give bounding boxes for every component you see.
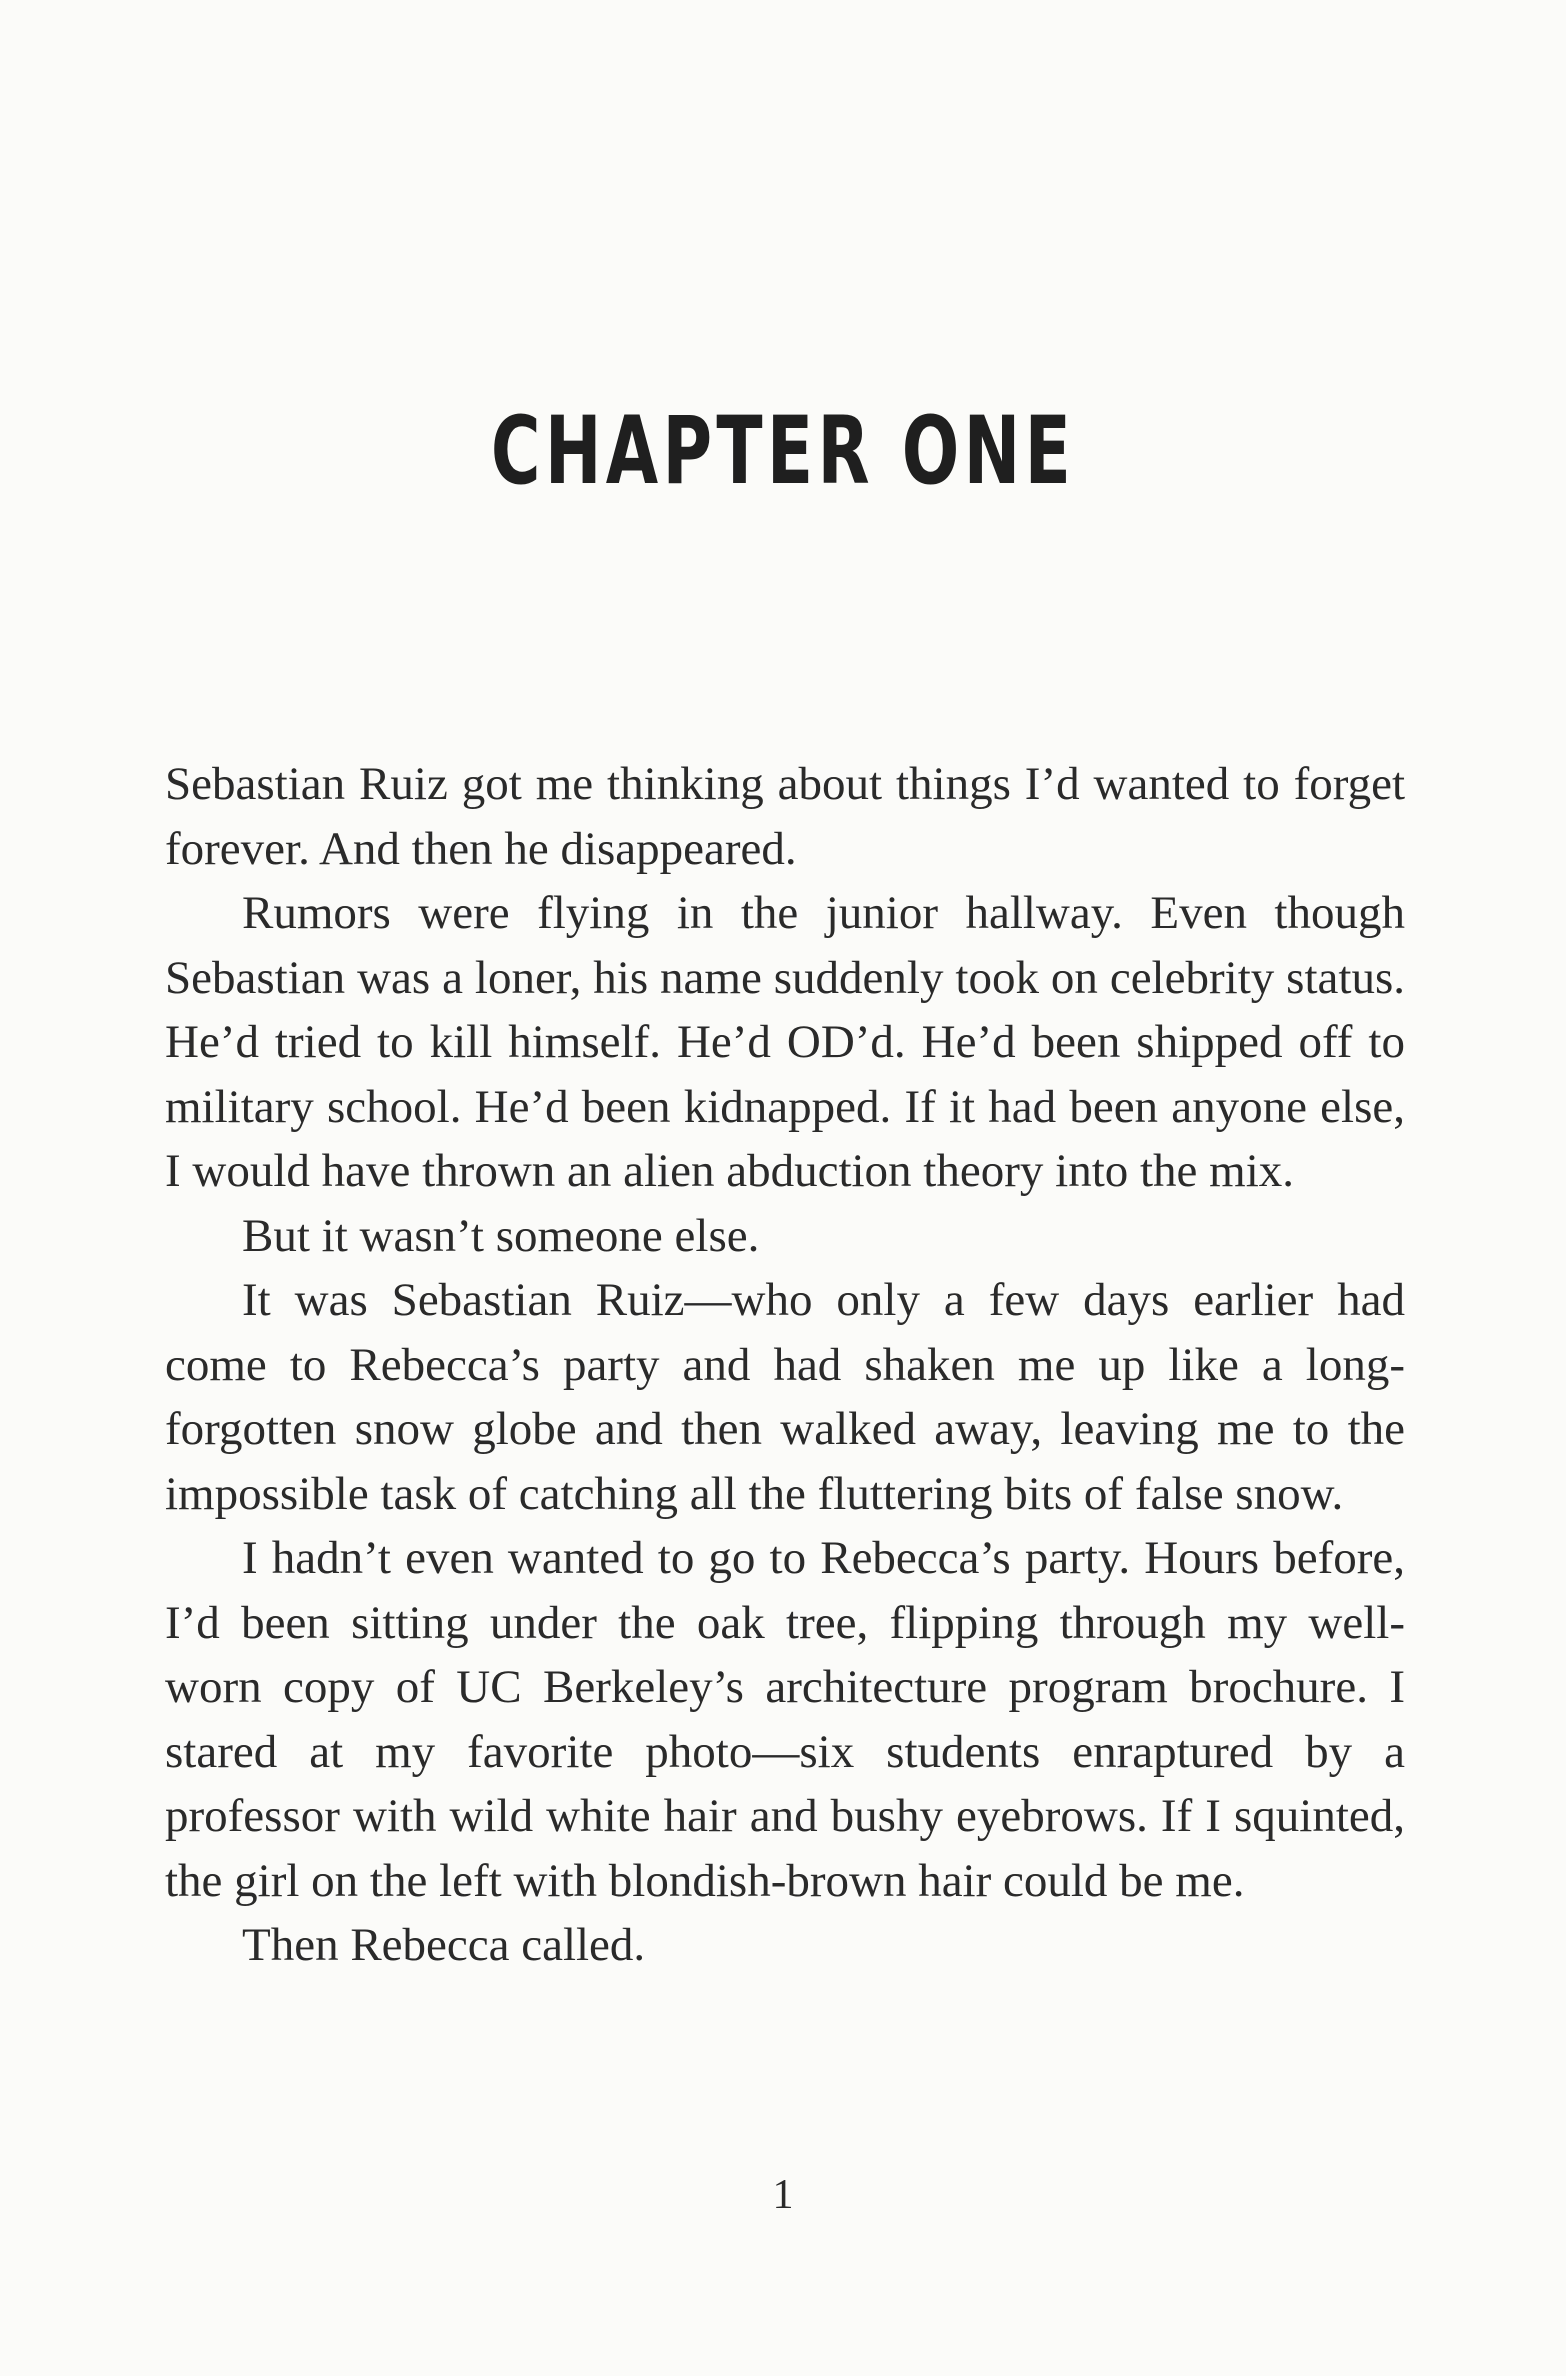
paragraph: Sebastian Ruiz got me thinking about things I’d wanted to forget forever. And then he disappeared. [165,758,1405,875]
page-number: 1 [772,2172,794,2218]
paragraph: Rumors were flying in the junior hallway. Even though Sebastian was a loner, his name suddenly took on celebrity status. He’d tried to kill himself. He’d OD’d. He’d been shipped off to military school. He’d been kidnapped. If it had been anyone else, I would have thrown an alien abduction theory into the mix. [165,887,1405,1197]
paragraph: It was Sebastian Ruiz—who only a few days earlier had come to Rebecca’s party and had shaken me up like a long-forgotten snow globe and then walked away, leaving me to the impossible task of catching all the fluttering bits of false snow. [165,1274,1405,1520]
chapter-title: CHAPTER ONE [490,397,1076,506]
chapter-body [165,752,1405,1978]
paragraph: Then Rebecca called. [242,1919,646,1971]
paragraph: But it wasn’t someone else. [242,1209,760,1262]
paragraph: I hadn’t even wanted to go to Rebecca’s party. Hours before, I’d been sitting under the oak tree, flipping through my well-worn copy of UC Berkeley’s architecture program brochure. I stared at my favorite photo—six students enraptured by a professor with wild white hair and bushy eyebrows. If I squinted, the girl on the left with blondish-brown hair could be me. [165,1532,1405,1907]
